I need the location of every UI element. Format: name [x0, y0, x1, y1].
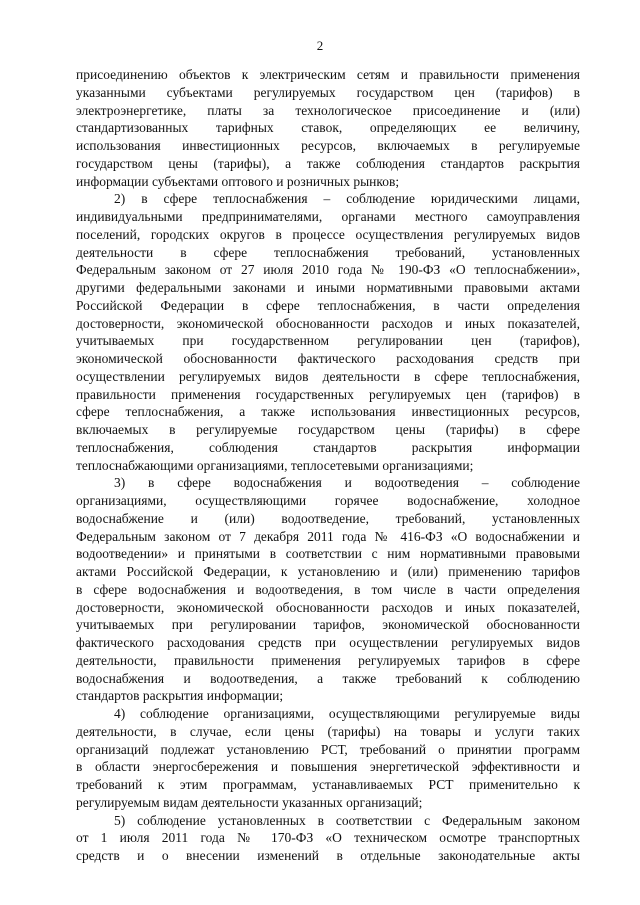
text-line: организаций подлежат установлению РСТ, требований о принятии программ: [76, 741, 580, 757]
text-line: Федеральным законом от 27 июля 2010 года № 190-ФЗ «О теплоснабжении»,: [76, 262, 580, 278]
text-line: регулируемым видам деятельности указанных организаций;: [76, 794, 423, 810]
text-line: теплоснабжения, соблюдения стандартов раскрытия информации: [76, 439, 580, 455]
page-number: 2: [316, 38, 324, 53]
text-line: в сфере водоснабжения и водоотведения, в том числе в части определения: [76, 581, 580, 597]
text-line: указанными субъектами регулируемых государством цен (тарифов) в: [76, 84, 580, 100]
text-line: сфере теплоснабжения, а также использования инвестиционных ресурсов,: [76, 404, 580, 420]
text-line: Российской Федерации в сфере теплоснабжения, в части определения: [76, 297, 580, 313]
text-line: 4) соблюдение организациями, осуществляющими регулируемые виды: [114, 706, 580, 721]
text-line: электроэнергетике, платы за технологическое присоединение и (или): [76, 102, 580, 118]
text-line: теплоснабжающими организациями, теплосетевыми организациями;: [76, 457, 474, 473]
text-line: правильности применения государственных регулируемых цен (тарифов) в: [76, 386, 580, 402]
text-line: организациями, осуществляющими горячее водоснабжение, холодное: [76, 493, 580, 508]
text-line: Федеральным законом от 7 декабря 2011 года № 416-ФЗ «О водоснабжении и: [76, 528, 580, 544]
text-line: учитываемых при регулировании тарифов, экономической обоснованности: [76, 617, 580, 633]
text-line: учитываемых при государственном регулировании цен (тарифов),: [76, 333, 580, 349]
document-body: [76, 66, 580, 865]
text-line: индивидуальными предпринимателями, органами местного самоуправления: [76, 209, 580, 224]
text-line: стандартизованных тарифных ставок, определяющих ее величину,: [76, 120, 580, 136]
text-line: фактического расходования средств при осуществлении регулируемых видов: [76, 635, 580, 650]
text-line: водоснабжения и водоотведения, а также требований к соблюдению: [76, 670, 580, 686]
text-line: достоверности, экономической обоснованности расходов и иных показателей,: [76, 599, 580, 615]
text-line: достоверности, экономической обоснованности расходов и иных показателей,: [76, 315, 580, 331]
text-line: включаемых в регулируемые государством цены (тарифы) в сфере: [76, 422, 580, 437]
text-line: от 1 июля 2011 года № 170-ФЗ «О техническом осмотре транспортных: [76, 830, 580, 846]
text-line: деятельности, в случае, если цены (тарифы) на товары и услуги таких: [76, 723, 580, 739]
text-line: актами Российской Федерации, к установлению и (или) применению тарифов: [76, 564, 580, 579]
text-line: другими федеральными законами и иными нормативными правовыми актами: [76, 280, 580, 295]
text-line: государством цены (тарифы), а также соблюдения стандартов раскрытия: [76, 155, 580, 171]
text-line: информации субъектами оптового и розничных рынков;: [76, 173, 400, 189]
text-line: 3) в сфере водоснабжения и водоотведения – соблюдение: [114, 475, 580, 491]
text-line: деятельности, правильности применения регулируемых тарифов в сфере: [76, 652, 580, 668]
text-line: 5) соблюдение установленных в соответствии с Федеральным законом: [114, 812, 580, 828]
text-line: средств и о внесении изменений в отдельные законодательные акты: [76, 848, 580, 863]
text-line: водоотведении» и принятыми в соответствии с ним нормативными правовыми: [76, 546, 580, 562]
text-line: осуществлении регулируемых видов деятельности в сфере теплоснабжения,: [76, 368, 580, 384]
text-line: деятельности в сфере теплоснабжения требований, установленных: [76, 244, 580, 260]
text-line: присоединению объектов к электрическим сетям и правильности применения: [76, 67, 580, 82]
text-line: водоснабжение и (или) водоотведение, требований, установленных: [76, 510, 580, 526]
text-line: использования инвестиционных ресурсов, включаемых в регулируемые: [76, 138, 580, 153]
text-line: стандартов раскрытия информации;: [76, 688, 284, 704]
text-line: 2) в сфере теплоснабжения – соблюдение юридическими лицами,: [114, 191, 580, 207]
text-line: требований к этим программам, устанавливаемых РСТ применительно к: [76, 777, 580, 792]
text-line: экономической обоснованности фактического расходования средств при: [76, 351, 580, 366]
text-line: в области энергосбережения и повышения энергетической эффективности и: [76, 759, 580, 775]
text-line: поселений, городских округов в процессе осуществления регулируемых видов: [76, 226, 580, 242]
